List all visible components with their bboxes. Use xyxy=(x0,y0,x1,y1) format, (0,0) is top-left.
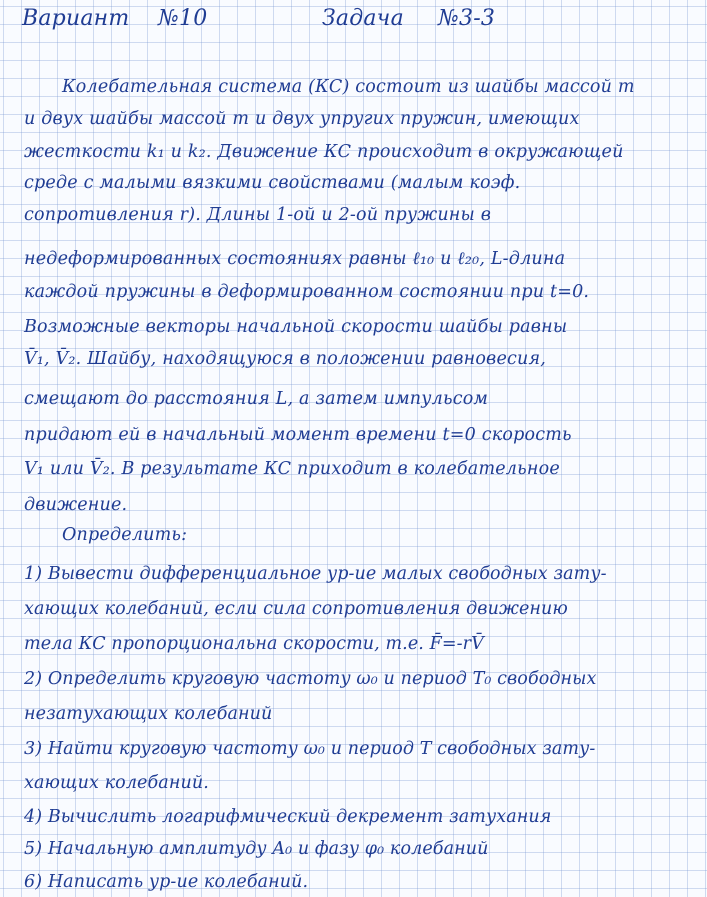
task-item: 5) Начальную амплитуду A₀ и фазу φ₀ колебаний xyxy=(24,839,489,859)
variant-label: Вариант xyxy=(22,6,130,31)
task-item: 3) Найти круговую частоту ω₀ и период T свободных зату- xyxy=(24,739,596,759)
problem-line: V̄₁, V̄₂. Шайбу, находящуюся в положении равновесия, xyxy=(24,349,547,369)
task-item: хающих колебаний, если сила сопротивления движению xyxy=(24,599,568,619)
task-number: №3-3 xyxy=(438,6,496,31)
task-item: 2) Определить круговую частоту ω₀ и период T₀ свободных xyxy=(24,669,597,689)
problem-line: недеформированных состояниях равны ℓ₁₀ и ℓ₂₀, L-длина xyxy=(24,249,566,269)
problem-line: и двух шайбы массой m и двух упругих пружин, имеющих xyxy=(24,109,580,129)
problem-line: движение. xyxy=(24,495,128,515)
task-label: Задача xyxy=(322,6,404,31)
page-header xyxy=(0,0,707,40)
task-item: незатухающих колебаний xyxy=(24,704,273,724)
task-item: тела КС пропорциональна скорости, т.е. F̄=-rV̄ xyxy=(24,634,484,654)
problem-line: смещают до расстояния L, а затем импульсом xyxy=(24,389,489,409)
variant-number: №10 xyxy=(158,6,208,31)
problem-line: Возможные векторы начальной скорости шайбы равны xyxy=(24,317,568,337)
problem-line: среде с малыми вязкими свойствами (малым коэф. xyxy=(24,173,521,193)
problem-line: каждой пружины в деформированном состоянии при t=0. xyxy=(24,282,590,302)
problem-line: жесткости k₁ и k₂. Движение КС происходит в окружающей xyxy=(24,142,624,162)
determine-title: Определить: xyxy=(62,525,188,545)
problem-line: сопротивления r). Длины 1-ой и 2-ой пружины в xyxy=(24,205,492,225)
problem-line: Колебательная система (КС) состоит из шайбы массой m xyxy=(62,77,635,97)
task-item: 4) Вычислить логарифмический декремент затухания xyxy=(24,807,552,827)
task-item: 6) Написать ур-ие колебаний. xyxy=(24,872,309,892)
task-item: 1) Вывести дифференциальное ур-ие малых свободных зату- xyxy=(24,564,607,584)
task-item: хающих колебаний. xyxy=(24,773,209,793)
problem-line: V₁ или V̄₂. В результате КС приходит в колебательное xyxy=(24,459,560,479)
problem-line: придают ей в начальный момент времени t=0 скорость xyxy=(24,425,572,445)
